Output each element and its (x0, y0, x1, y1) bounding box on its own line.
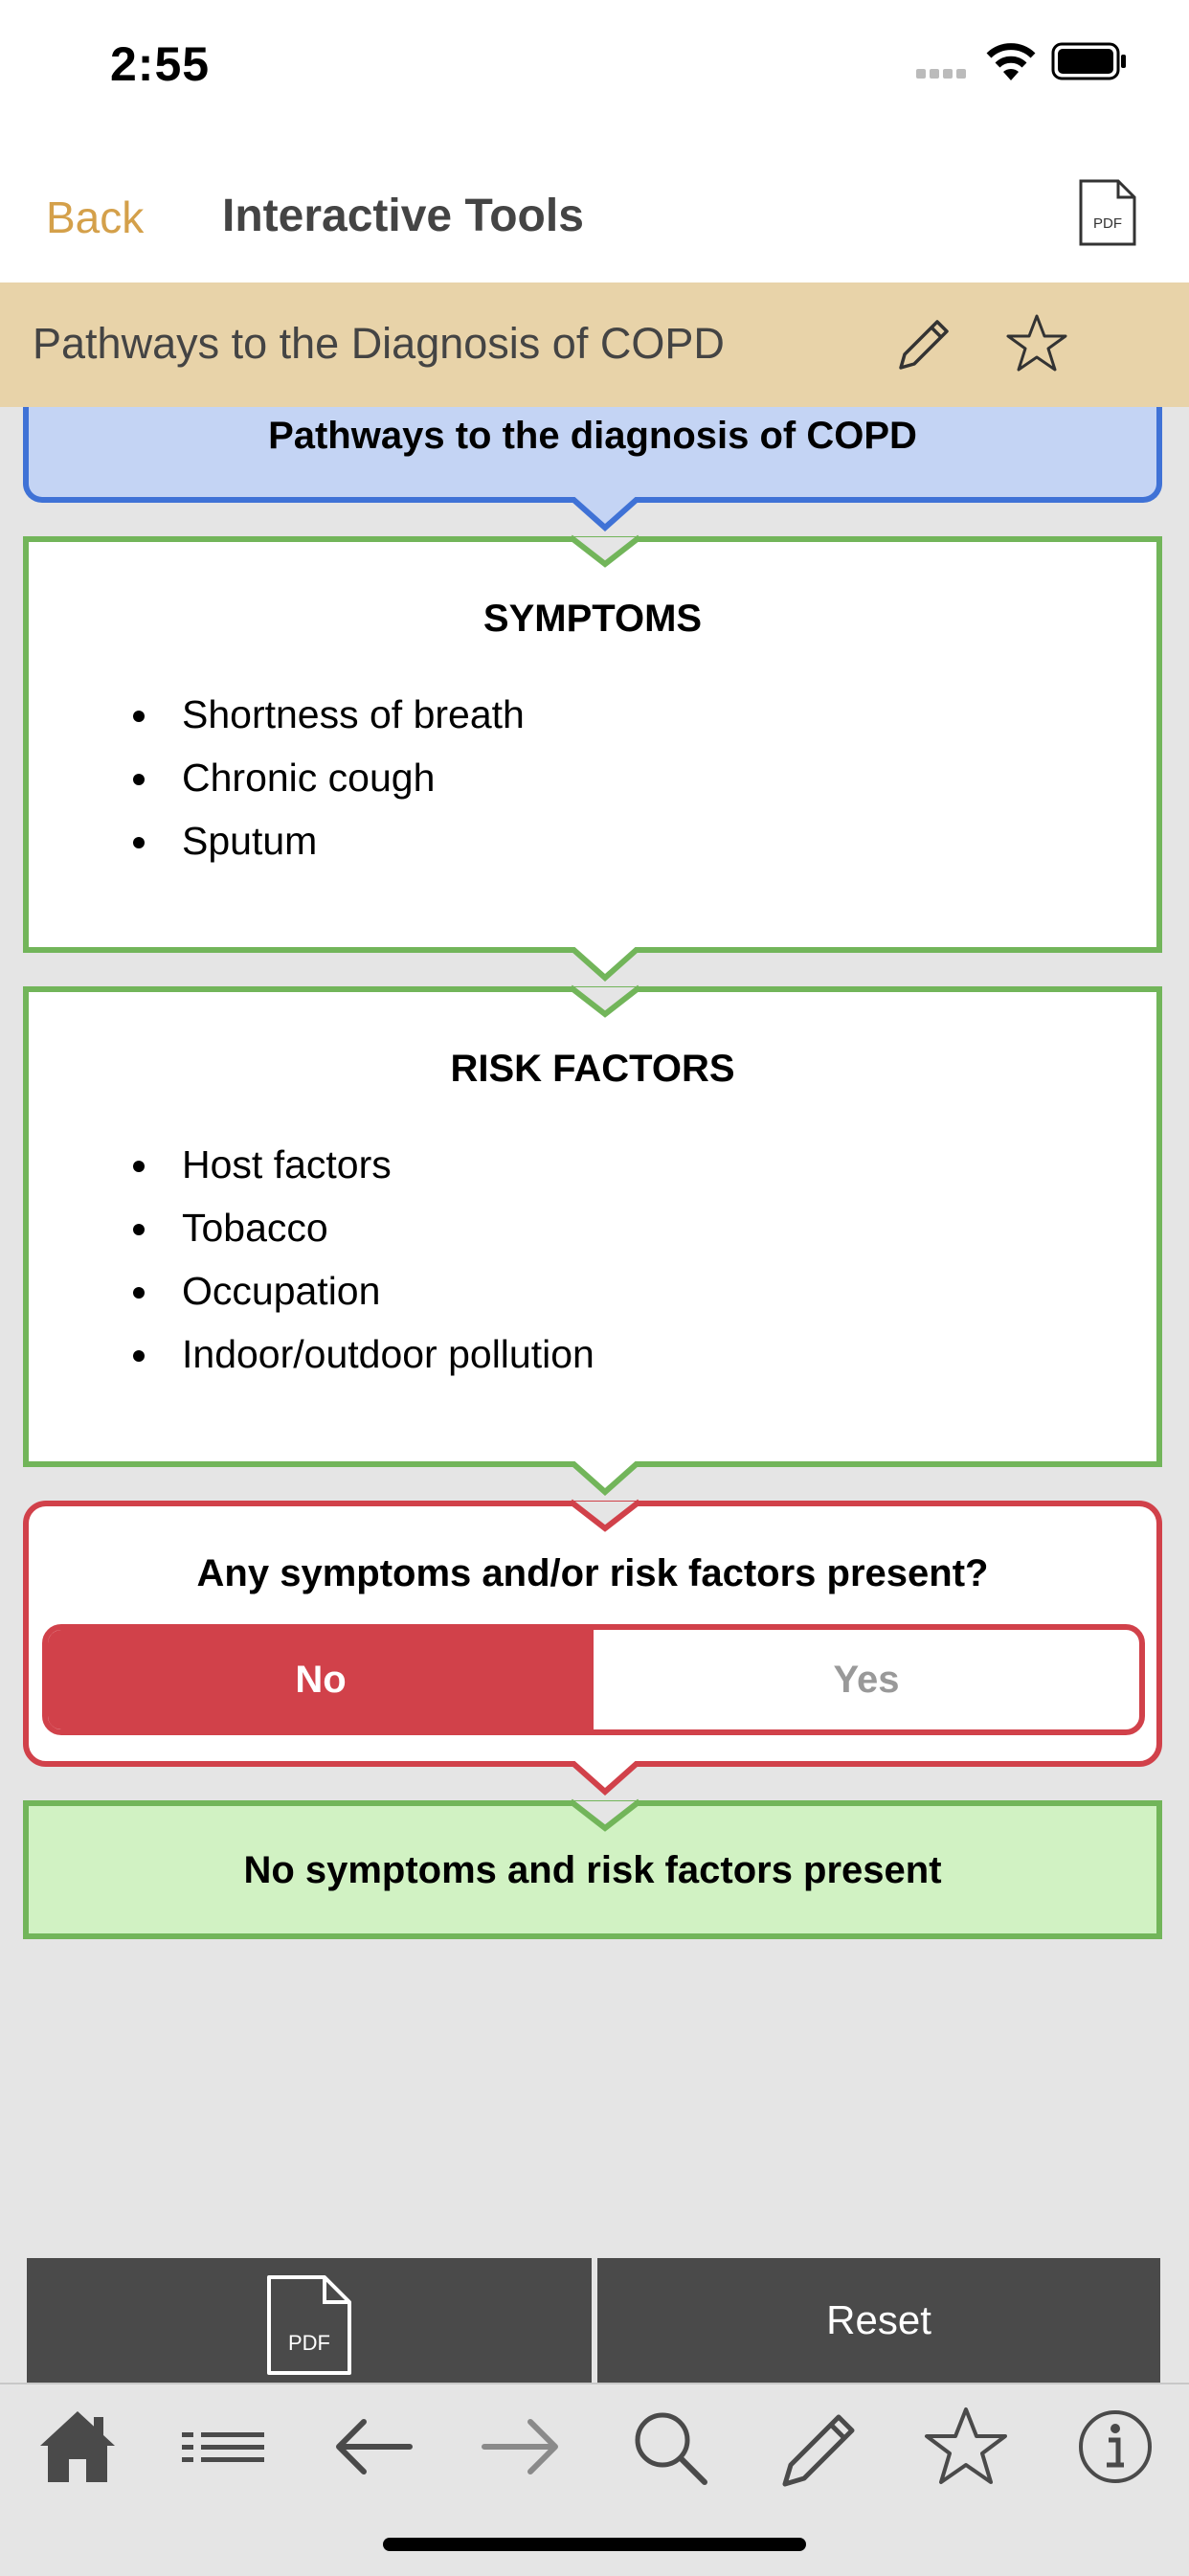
symptoms-title: SYMPTOMS (482, 598, 703, 640)
svg-text:PDF: PDF (1093, 215, 1122, 232)
pdf-export-label: PDF (288, 2331, 330, 2355)
home-icon[interactable] (34, 2404, 121, 2490)
pathway-header-box (23, 407, 1162, 503)
symptoms-pointer (569, 947, 641, 982)
reset-button[interactable]: Reset (597, 2258, 1160, 2383)
risk-factors-pointer (569, 1461, 641, 1496)
list-icon[interactable] (180, 2404, 266, 2490)
arrow-left-icon[interactable] (329, 2404, 415, 2490)
result-text: No symptoms and risk factors present (243, 1849, 942, 1891)
answer-yes-button[interactable]: Yes (833, 1658, 900, 1701)
pdf-document-icon[interactable] (1078, 178, 1137, 247)
battery-icon (1051, 42, 1128, 80)
list-item: • Chronic cough (163, 746, 525, 809)
list-item: • Indoor/outdoor pollution (163, 1322, 594, 1386)
result-notch-top (569, 1797, 641, 1832)
list-item: • Tobacco (163, 1196, 594, 1259)
question-notch-top (569, 1498, 641, 1532)
search-icon[interactable] (628, 2404, 714, 2490)
header-pointer (569, 497, 641, 531)
arrow-right-icon[interactable] (479, 2404, 565, 2490)
list-item: • Sputum (163, 809, 525, 872)
pdf-export-button[interactable] (27, 2258, 592, 2383)
navigation-bar (0, 134, 1189, 282)
list-item: • Occupation (163, 1259, 594, 1322)
info-icon[interactable] (1072, 2404, 1158, 2490)
symptoms-box (23, 536, 1162, 953)
pencil-icon[interactable] (777, 2404, 864, 2490)
pathway-header-text: Pathways to the diagnosis of COPD (268, 415, 917, 457)
risk-factors-list (124, 1133, 594, 1386)
symptoms-notch-top (569, 533, 641, 568)
signal-icon (914, 0, 972, 96)
status-time: 2:55 (110, 37, 211, 91)
answer-toggle[interactable] (42, 1624, 1145, 1735)
topic-title: Pathways to the Diagnosis of COPD (33, 319, 725, 368)
home-indicator (383, 2538, 806, 2551)
risk-factors-notch-top (569, 983, 641, 1018)
symptoms-list (124, 683, 525, 872)
list-item: • Shortness of breath (163, 683, 525, 746)
question-pointer (569, 1761, 641, 1796)
pdf-export-icon (265, 2273, 353, 2377)
star-icon[interactable] (1005, 312, 1068, 375)
nav-title: Interactive Tools (222, 191, 584, 241)
star-icon[interactable] (923, 2404, 1009, 2490)
pencil-icon[interactable] (895, 314, 954, 373)
risk-factors-box (23, 986, 1162, 1467)
wifi-icon (984, 42, 1038, 82)
answer-no-button[interactable]: No (48, 1630, 594, 1729)
question-text: Any symptoms and/or risk factors present? (196, 1552, 989, 1594)
back-button[interactable]: Back (46, 192, 145, 242)
list-item: • Host factors (163, 1133, 594, 1196)
risk-factors-title: RISK FACTORS (450, 1048, 735, 1090)
